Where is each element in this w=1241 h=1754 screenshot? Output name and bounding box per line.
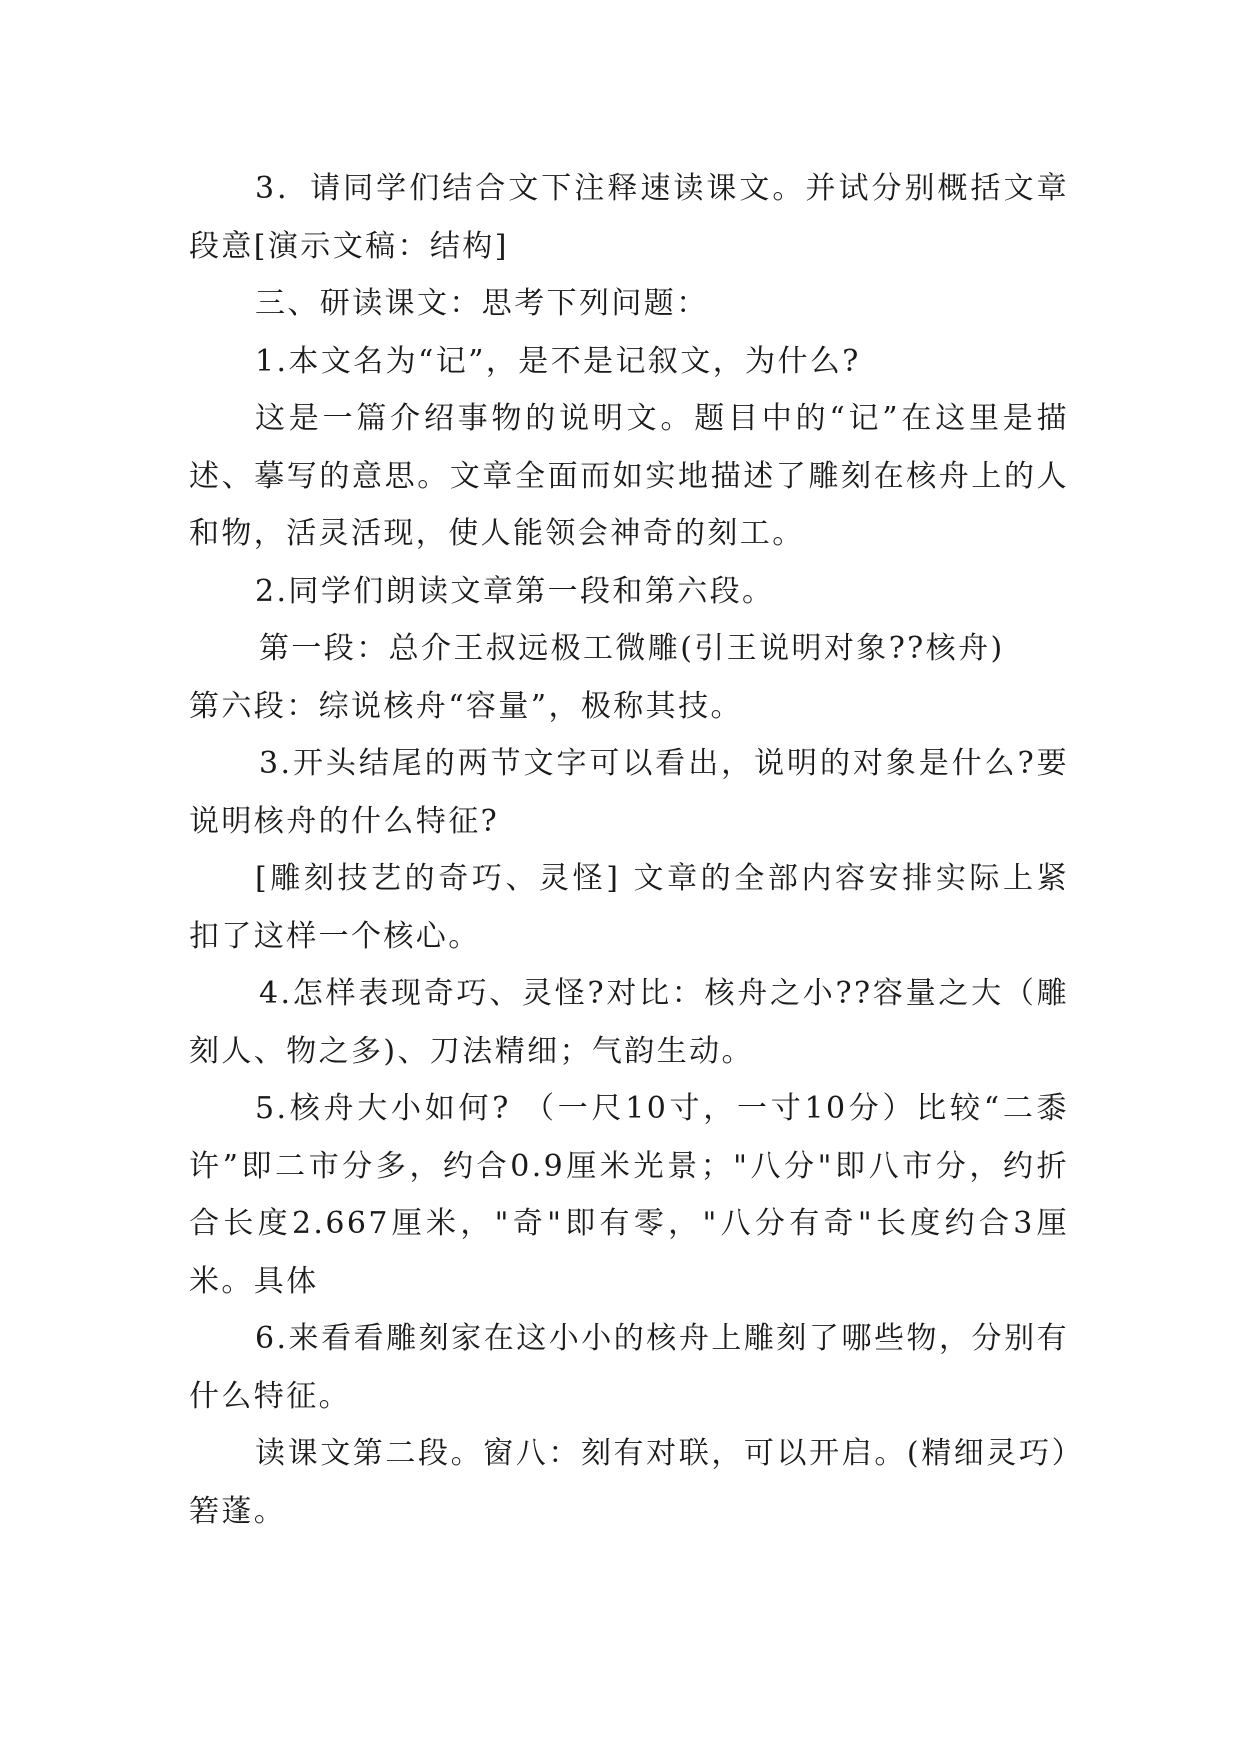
paragraph-1: 3．请同学们结合文下注释速读课文。并试分别概括文章段意[演示文稿：结构]	[189, 171, 1069, 264]
paragraph-3: 1.本文名为“记”，是不是记叙文，为什么?	[255, 343, 861, 379]
paragraph-12: 6.来看看雕刻家在这小小的核舟上雕刻了哪些物，分别有什么特征。	[189, 1321, 1069, 1414]
paragraph-11: 5.核舟大小如何? （一尺10寸，一寸10分）比较“二黍许”即二市分多，约合0.9厘米光景；"八分"即八市分，约折合长度2.667厘米，"奇"即有零，"八分有奇"长度约合3厘米。具体	[189, 1091, 1069, 1299]
paragraph-2: 三、研读课文：思考下列问题：	[255, 286, 709, 321]
paragraph-5: 2.同学们朗读文章第一段和第六段。	[255, 573, 775, 609]
paragraph-7: 第六段：综说核舟“容量”，极称其技。	[189, 688, 743, 724]
paragraph-4: 这是一篇介绍事物的说明文。题目中的“记”在这里是描述、摹写的意思。文章全面而如实地描述了雕刻在核舟上的人和物，活灵活现，使人能领会神奇的刻工。	[189, 401, 1069, 551]
paragraph-9: [雕刻技艺的奇巧、灵怪] 文章的全部内容安排实际上紧扣了这样一个核心。	[189, 861, 1069, 954]
paragraph-6: 第一段：总介王叔远极工微雕(引王说明对象??核舟)	[259, 631, 1005, 666]
paragraph-13: 读课文第二段。窗八：刻有对联，可以开启。(精细灵巧）箬蓬。	[189, 1436, 1069, 1529]
paragraph-8: 3.开头结尾的两节文字可以看出，说明的对象是什么?要说明核舟的什么特征?	[189, 746, 1069, 839]
paragraph-10: 4.怎样表现奇巧、灵怪?对比：核舟之小??容量之大（雕刻人、物之多)、刀法精细；气韵生动。	[189, 976, 1069, 1069]
document-body	[189, 160, 1069, 1540]
